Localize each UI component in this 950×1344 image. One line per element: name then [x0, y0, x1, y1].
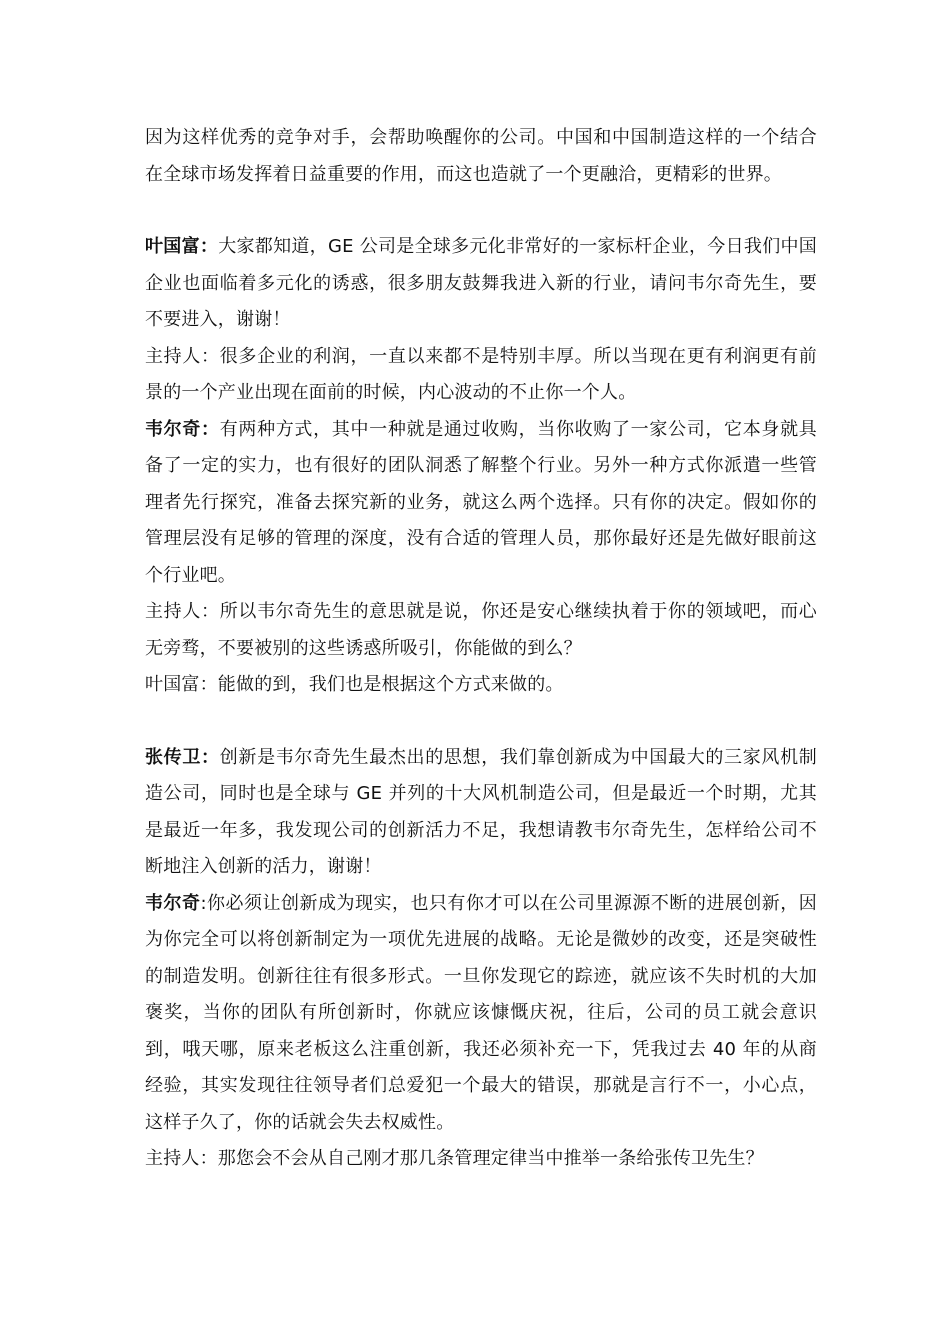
answer-welch-innovation — [145, 886, 817, 1142]
speaker-label: 韦尔奇 — [145, 892, 201, 914]
paragraph-text: 创新是韦尔奇先生最杰出的思想，我们靠创新成为中国最大的三家风机制造公司，同时也是全球与 GE 并列的十大风机制造公司，但是最近一个时期，尤其是最近一年多，我发现公司的创新活力不足，我想请教韦尔奇先生，怎样给公司不断地注入创新的活力，谢谢！ — [145, 746, 817, 877]
question-ye-guofu — [145, 229, 817, 339]
speaker-label: 韦尔奇： — [145, 418, 220, 440]
section-gap — [145, 193, 817, 229]
paragraph-text: :你必须让创新成为现实，也只有你才可以在公司里源源不断的进展创新，因为你完全可以将创新制定为一项优先进展的战略。无论是微妙的改变，还是突破性的制造发明。创新往往有很多形式。一旦你发现它的踪迹，就应该不失时机的大加褒奖，当你的团队有所创新时，你就应该慷慨庆祝，往后，公司的员工就会意识到，哦天哪，原来老板这么注重创新，我还必须补充一下，凭我过去 40 年的从商经验，其实发现往往领导者们总爱犯一个最大的错误，那就是言行不一，小心点，这样子久了，你的话就会失去权威性。 — [145, 892, 817, 1133]
section-gap — [145, 704, 817, 740]
answer-welch — [145, 412, 817, 595]
paragraph-text: 因为这样优秀的竞争对手，会帮助唤醒你的公司。中国和中国制造这样的一个结合在全球市场发挥着日益重要的作用，而这也造就了一个更融洽，更精彩的世界。 — [145, 127, 817, 185]
question-zhang-chuanwei — [145, 740, 817, 886]
paragraph-text: 大家都知道，GE 公司是全球多元化非常好的一家标杆企业，今日我们中国企业也面临着多元化的诱惑，很多朋友鼓舞我进入新的行业，请问韦尔奇先生，要不要进入，谢谢！ — [145, 236, 817, 330]
paragraph-text: 主持人：所以韦尔奇先生的意思就是说，你还是安心继续执着于你的领域吧，而心无旁骛，不要被别的这些诱惑所吸引，你能做的到么？ — [145, 601, 817, 659]
host-followup — [145, 594, 817, 667]
speaker-label: 张传卫： — [145, 746, 220, 768]
paragraph-text: 主持人：很多企业的利润，一直以来都不是特别丰厚。所以当现在更有利润更有前景的一个产业出现在面前的时候，内心波动的不止你一个人。 — [145, 345, 817, 403]
host-closing-question — [145, 1141, 817, 1178]
reply-ye-guofu — [145, 667, 817, 704]
speaker-label: 叶国富： — [145, 236, 219, 257]
host-remark — [145, 339, 817, 412]
intro-paragraph — [145, 120, 817, 193]
paragraph-text: 主持人：那您会不会从自己刚才那几条管理定律当中推举一条给张传卫先生？ — [145, 1148, 764, 1169]
document-body — [145, 120, 817, 1178]
paragraph-text: 有两种方式，其中一种就是通过收购，当你收购了一家公司，它本身就具备了一定的实力，也有很好的团队洞悉了解整个行业。另外一种方式你派遣一些管理者先行探究，准备去探究新的业务，就这么两个选择。只有你的决定。假如你的管理层没有足够的管理的深度，没有合适的管理人员，那你最好还是先做好眼前这个行业吧。 — [145, 418, 817, 586]
paragraph-text: 叶国富：能做的到，我们也是根据这个方式来做的。 — [145, 674, 564, 695]
